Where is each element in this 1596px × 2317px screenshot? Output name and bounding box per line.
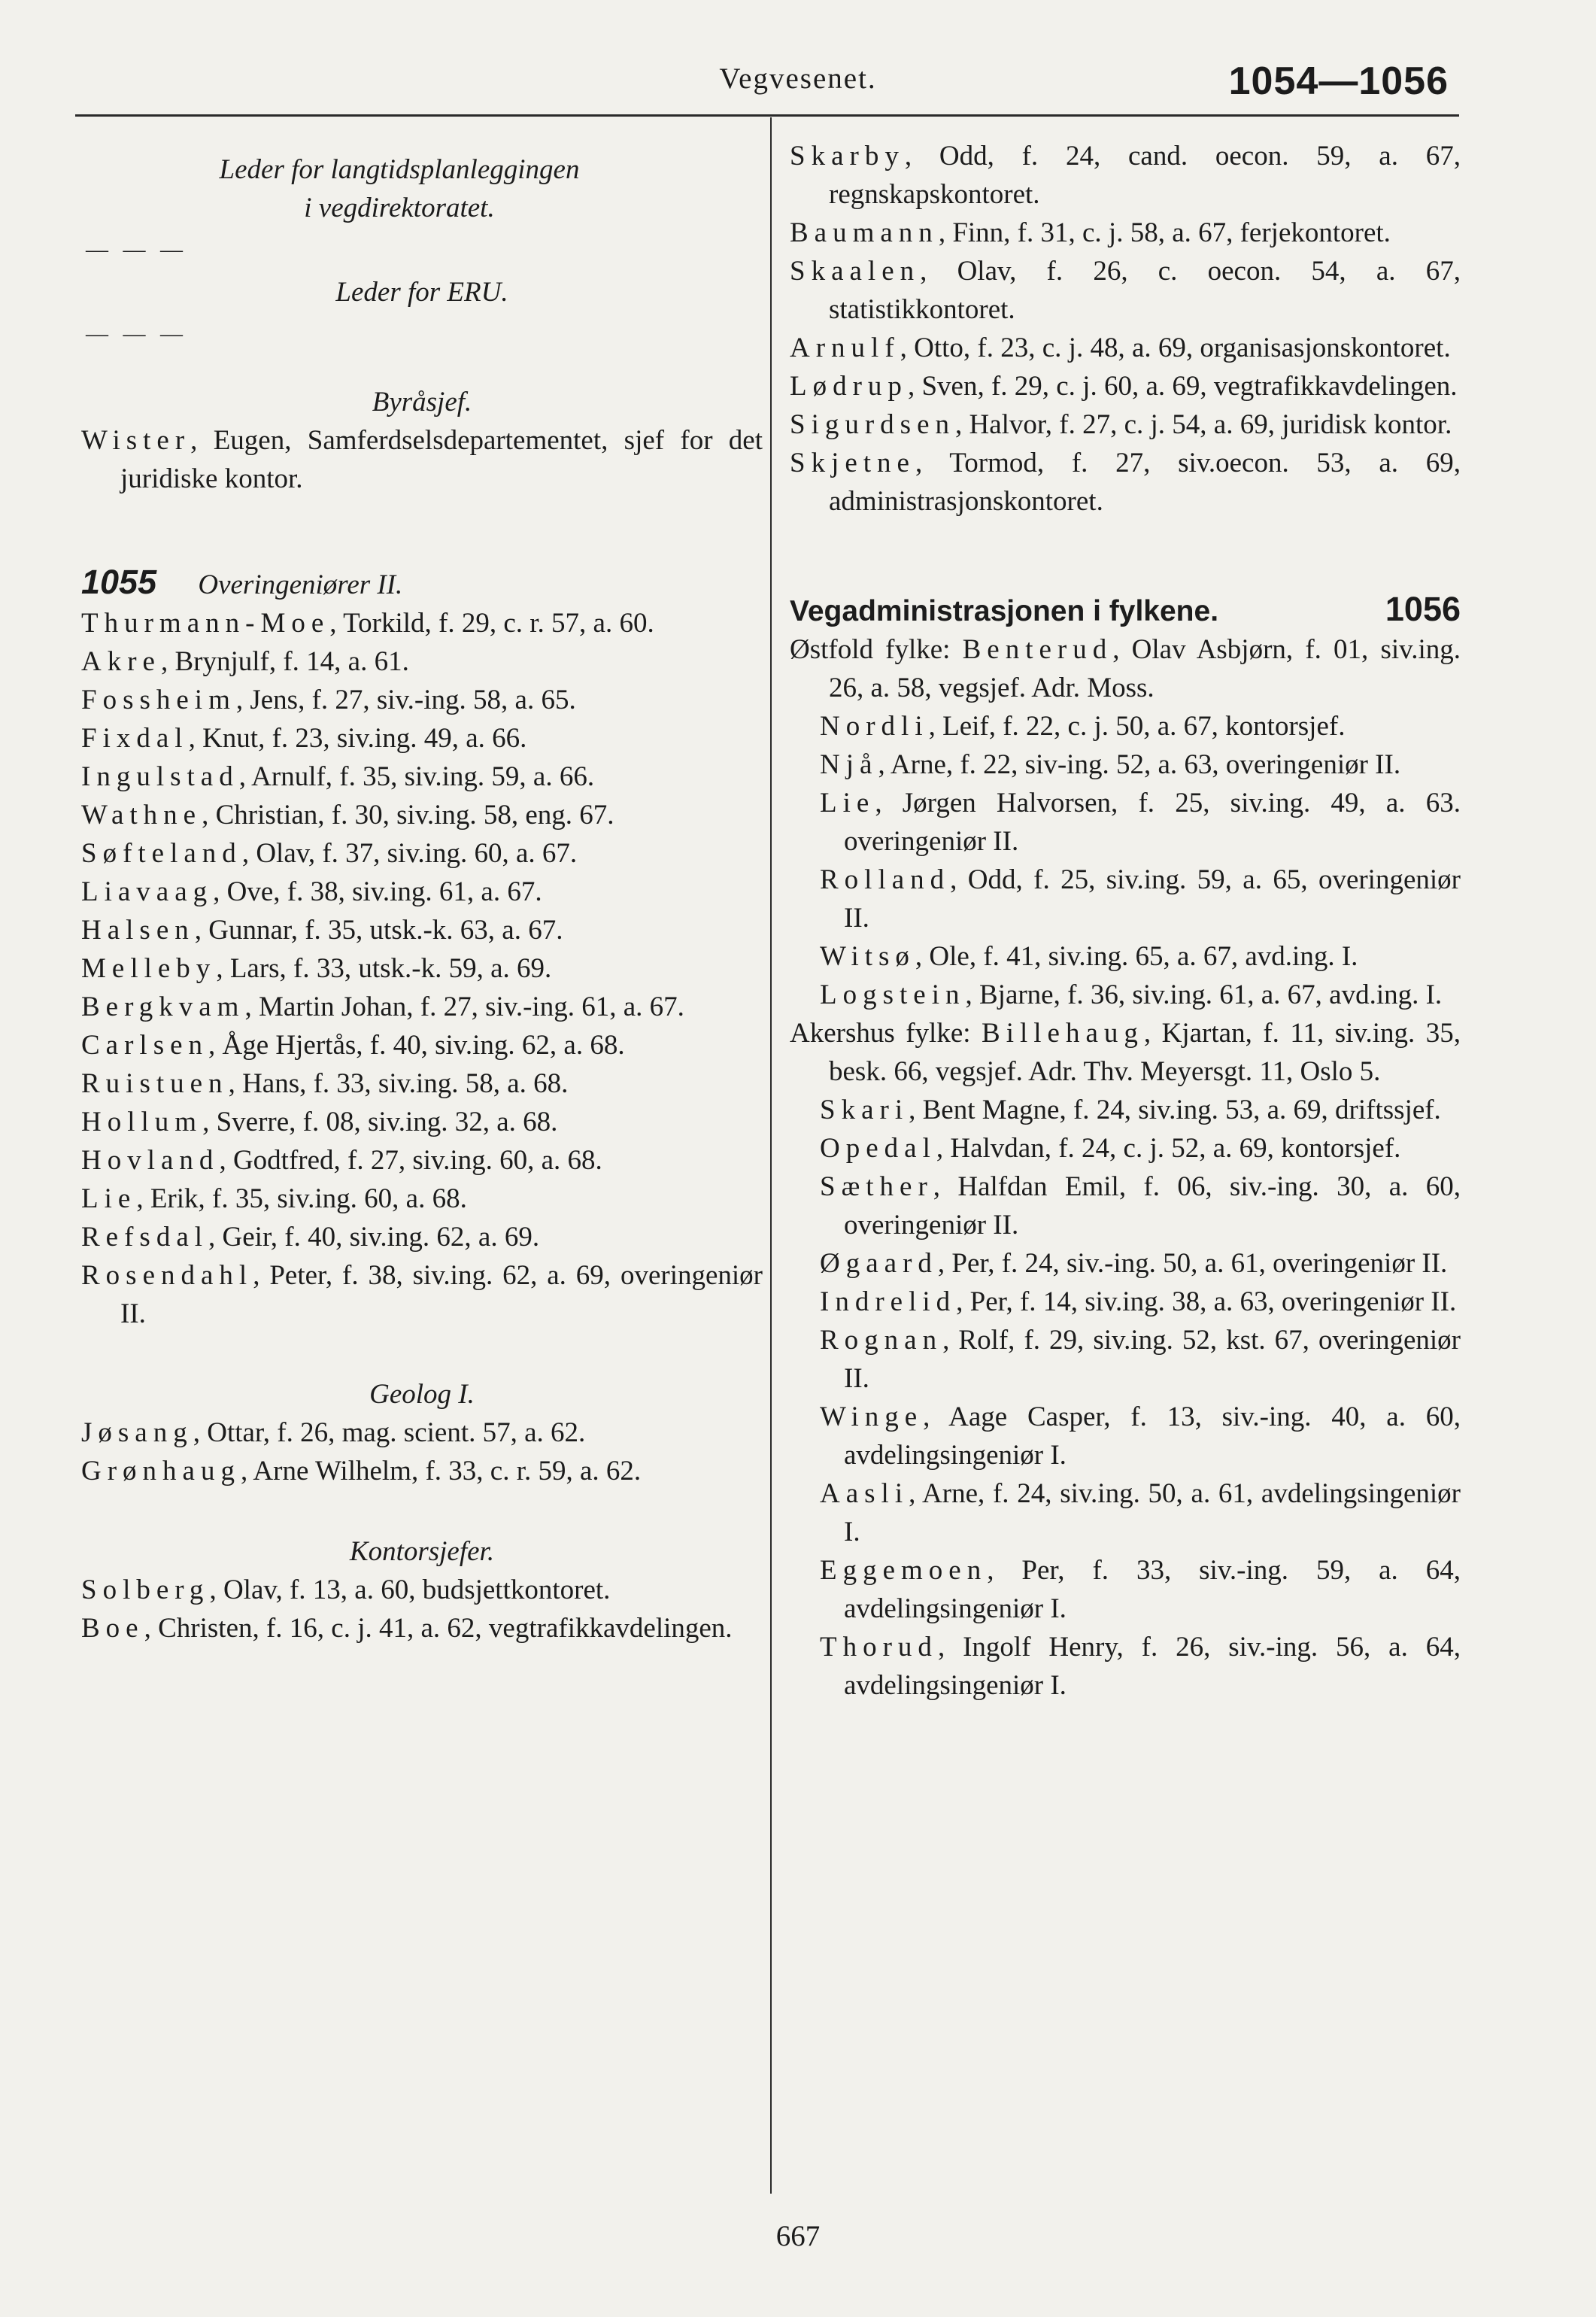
person-details: , Brynjulf, f. 14, a. 61. [160,646,409,677]
byraasjef-heading: Byråsjef. [372,387,472,418]
person-surname: Fixdal [81,723,189,754]
leder-langtid-heading [81,150,763,227]
person-surname: Akre [81,646,161,677]
list-item [790,405,1461,444]
list-item [81,834,763,873]
person-details: , Finn, f. 31, c. j. 58, a. 67, ferjekontoret. [938,217,1391,248]
overingeniorer-list [81,604,763,1333]
person-surname: Melleby [81,953,217,984]
person-details: , Odd, f. 24, cand. oecon. 59, a. 67, regnskapskontoret. [829,141,1461,210]
kontorsjefer-continued-list [790,137,1461,521]
list-item [790,976,1461,1014]
person-surname: Skjetne [790,448,915,478]
list-item [81,719,763,758]
person-surname: Logstein [820,979,966,1010]
person-surname: Skaalen [790,256,921,287]
person-surname: Refsdal [81,1222,209,1253]
person-details: , Arne Wilhelm, f. 33, c. r. 59, a. 62. [240,1456,642,1486]
person-surname: Carlsen [81,1030,209,1061]
person-details: , Bjarne, f. 36, siv.ing. 61, a. 67, avd.ing. I. [965,979,1443,1010]
list-item [790,1244,1461,1283]
person-surname: Thurmann-Moe [81,608,330,639]
person-details: , Aage Casper, f. 13, siv.-ing. 40, a. 60, avdelingsingeniør I. [844,1401,1461,1471]
person-surname: Wister [81,425,191,456]
running-head: Vegvesenet. [719,62,877,95]
person-surname: Lie [820,788,875,818]
person-details: , Olav, f. 37, siv.ing. 60, a. 67. [241,838,578,869]
person-details: , Odd, f. 25, siv.ing. 59, a. 65, overingeniør II. [844,864,1461,934]
left-column [81,150,763,1647]
person-details: , Gunnar, f. 35, utsk.-k. 63, a. 67. [194,915,563,946]
person-surname: Thorud [820,1632,938,1663]
person-details: , Per, f. 24, siv.-ing. 50, a. 61, overingeniør II. [937,1248,1448,1279]
section-1056-number: 1056 [1385,590,1461,628]
list-item [81,988,763,1026]
column-divider [770,117,772,2194]
list-item [81,681,763,719]
list-item [790,214,1461,252]
list-item [81,1026,763,1064]
person-details: , Lars, f. 33, utsk.-k. 59, a. 69. [216,953,552,984]
person-details: , Martin Johan, f. 27, siv.-ing. 61, a. 67. [244,991,684,1022]
list-item [790,444,1461,521]
section-1055-heading [81,563,763,604]
list-item [790,1321,1461,1398]
list-item [81,949,763,988]
list-item [790,746,1461,784]
list-item [81,873,763,911]
person-details: , Otto, f. 23, c. j. 48, a. 69, organisasjonskontoret. [900,333,1451,363]
list-item [81,604,763,642]
list-item [790,137,1461,214]
person-surname: Øgaard [820,1248,938,1279]
person-surname: Rosendahl [81,1260,253,1291]
person-details: , Godtfred, f. 27, siv.ing. 60, a. 68. [219,1145,602,1176]
person-details: , Bent Magne, f. 24, siv.ing. 53, a. 69, driftssjef. [909,1095,1441,1125]
section-1055-title: Overingeniører II. [198,569,403,600]
person-details: , Halfdan Emil, f. 06, siv.-ing. 30, a. 60, overingeniør II. [844,1171,1461,1240]
akershus-vegsjef-entry [790,1014,1461,1091]
person-details: , Sverre, f. 08, siv.ing. 32, a. 68. [202,1107,558,1137]
person-surname: Witsø [820,941,915,972]
person-surname: Eggemoen [820,1555,988,1586]
person-details: , Tormod, f. 27, siv.oecon. 53, a. 69, administrasjonskontoret. [829,448,1461,517]
list-item [790,252,1461,329]
person-details: , Geir, f. 40, siv.ing. 62, a. 69. [208,1222,540,1253]
list-item [790,329,1461,367]
person-surname: Halsen [81,915,195,946]
ostfold-lead: Østfold fylke: [790,634,963,665]
leder-eru-heading: Leder for ERU. [335,277,508,308]
akershus-list [790,1091,1461,1705]
list-item [81,1609,763,1647]
akershus-vegsjef-name: Billehaug [982,1018,1144,1049]
geolog-heading: Geolog I. [369,1379,475,1410]
person-details: , Rolf, f. 29, siv.ing. 52, kst. 67, overingeniør II. [844,1325,1461,1394]
person-details: , Ove, f. 38, siv.ing. 61, a. 67. [213,876,542,907]
header-rule [75,114,1459,117]
page-range: 1054—1056 [1228,59,1449,103]
person-details: , Torkild, f. 29, c. r. 57, a. 60. [329,608,654,639]
list-item [81,758,763,796]
person-details: , Per, f. 33, siv.-ing. 59, a. 64, avdelingsingeniør I. [844,1555,1461,1624]
list-item [81,1452,763,1490]
list-item [790,1398,1461,1474]
section-1055-number: 1055 [81,563,157,601]
list-item [81,1414,763,1452]
leder-langtid-line-2: i vegdirektoratet. [304,193,495,223]
person-details: , Ole, f. 41, siv.ing. 65, a. 67, avd.ing. I. [915,941,1358,972]
list-item [81,1218,763,1256]
person-surname: Opedal [820,1133,936,1164]
person-surname: Winge [820,1401,924,1432]
person-surname: Hovland [81,1145,220,1176]
right-column [790,137,1461,1705]
person-details: , Per, f. 14, siv.ing. 38, a. 63, overingeniør II. [956,1286,1457,1317]
ostfold-vegsjef-entry [790,630,1461,707]
person-details: , Sven, f. 29, c. j. 60, a. 69, vegtrafikkavdelingen. [907,371,1458,402]
person-surname: Bergkvam [81,991,245,1022]
person-surname: Hollum [81,1107,203,1137]
person-surname: Indrelid [820,1286,957,1317]
person-surname: Grønhaug [81,1456,241,1486]
person-surname: Baumann [790,217,939,248]
person-details: , Knut, f. 23, siv.ing. 49, a. 66. [188,723,527,754]
person-surname: Wathne [81,800,202,831]
list-item [790,1551,1461,1628]
person-surname: Arnulf [790,333,900,363]
list-item [81,1064,763,1103]
list-item [81,1571,763,1609]
person-surname: Rolland [820,864,951,895]
person-details: , Jens, f. 27, siv.-ing. 58, a. 65. [235,685,576,715]
akershus-lead: Akershus fylke: [790,1018,982,1049]
person-details: , Olav, f. 26, c. oecon. 54, a. 67, statistikkontoret. [829,256,1461,325]
list-item [81,1103,763,1141]
person-surname: Skarby [790,141,905,172]
section-1056-heading [790,590,1461,630]
list-item [790,784,1461,861]
kontorsjefer-heading: Kontorsjefer. [349,1536,495,1567]
person-surname: Lie [81,1183,137,1214]
person-details: , Åge Hjertås, f. 40, siv.ing. 62, a. 68. [208,1030,625,1061]
person-details: , Jørgen Halvorsen, f. 25, siv.ing. 49, a. 63. overingeniør II. [844,788,1461,857]
ostfold-vegsjef-name: Benterud [962,634,1113,665]
geolog-list [81,1414,763,1490]
list-item [81,911,763,949]
person-surname: Boe [81,1613,144,1644]
list-item [81,1141,763,1180]
person-surname: Ingulstad [81,761,239,792]
list-item [81,1256,763,1333]
list-item [790,937,1461,976]
person-surname: Aasli [820,1478,909,1509]
person-details: , Peter, f. 38, siv.ing. 62, a. 69, overingeniør II. [120,1260,763,1329]
list-item [81,421,763,498]
list-item [790,707,1461,746]
person-details: , Olav, f. 13, a. 60, budsjettkontoret. [209,1575,611,1605]
person-surname: Solberg [81,1575,210,1605]
leder-langtid-line-1: Leder for langtidsplanleggingen [219,154,580,185]
list-item [790,1628,1461,1705]
person-surname: Skari [820,1095,909,1125]
list-item [790,367,1461,405]
list-item [81,642,763,681]
person-surname: Søfteland [81,838,242,869]
person-surname: Ruistuen [81,1068,229,1099]
byraasjef-list [81,421,763,498]
person-details: , Leif, f. 22, c. j. 50, a. 67, kontorsjef. [928,711,1346,742]
person-details: , Hans, f. 33, siv.ing. 58, a. 68. [228,1068,569,1099]
person-surname: Liavaag [81,876,214,907]
person-details: , Christian, f. 30, siv.ing. 58, eng. 67. [202,800,614,831]
list-item [790,1129,1461,1168]
list-item [81,796,763,834]
person-details: , Arne, f. 24, siv.ing. 50, a. 61, avdelingsingeniør I. [844,1478,1461,1547]
page-number: 667 [775,2220,821,2252]
person-details: , Halvdan, f. 24, c. j. 52, a. 69, kontorsjef. [936,1133,1401,1164]
person-details: , Eugen, Samferdselsdepartementet, sjef for det juridiske kontor. [120,425,763,494]
person-details: , Arne, f. 22, siv-ing. 52, a. 63, overingeniør II. [878,749,1401,780]
person-details: , Halvor, f. 27, c. j. 54, a. 69, juridisk kontor. [955,409,1452,440]
person-surname: Sigurdsen [790,409,955,440]
list-item [790,1283,1461,1321]
person-details: , Erik, f. 35, siv.ing. 60, a. 68. [136,1183,467,1214]
person-surname: Jøsang [81,1417,193,1448]
person-surname: Nordli [820,711,929,742]
list-item [790,1474,1461,1551]
person-surname: Rognan [820,1325,943,1356]
person-surname: Fossheim [81,685,236,715]
person-details: , Ingolf Henry, f. 26, siv.-ing. 56, a. 64, avdelingsingeniør I. [844,1632,1461,1701]
kontorsjefer-list [81,1571,763,1647]
person-details: , Arnulf, f. 35, siv.ing. 59, a. 66. [238,761,595,792]
person-surname: Njå [820,749,878,780]
list-item [790,1091,1461,1129]
person-details: , Christen, f. 16, c. j. 41, a. 62, vegtrafikkavdelingen. [144,1613,733,1644]
person-details: , Ottar, f. 26, mag. scient. 57, a. 62. [193,1417,586,1448]
person-surname: Sæther [820,1171,933,1202]
akershus-vegsjef-details: , Kjartan, f. 11, siv.ing. 35, besk. 66, vegsjef. Adr. Thv. Meyersgt. 11, Oslo 5. [829,1018,1461,1087]
vacancy-dash-2: — — — [86,321,187,346]
list-item [81,1180,763,1218]
section-1056-title: Vegadministrasjonen i fylkene. [790,595,1219,627]
list-item [790,861,1461,937]
person-surname: Lødrup [790,371,908,402]
ostfold-vegsjef-details: , Olav Asbjørn, f. 01, siv.ing. 26, a. 58, vegsjef. Adr. Moss. [829,634,1461,703]
ostfold-list [790,707,1461,1014]
list-item [790,1168,1461,1244]
vacancy-dash-1: — — — [86,237,187,262]
